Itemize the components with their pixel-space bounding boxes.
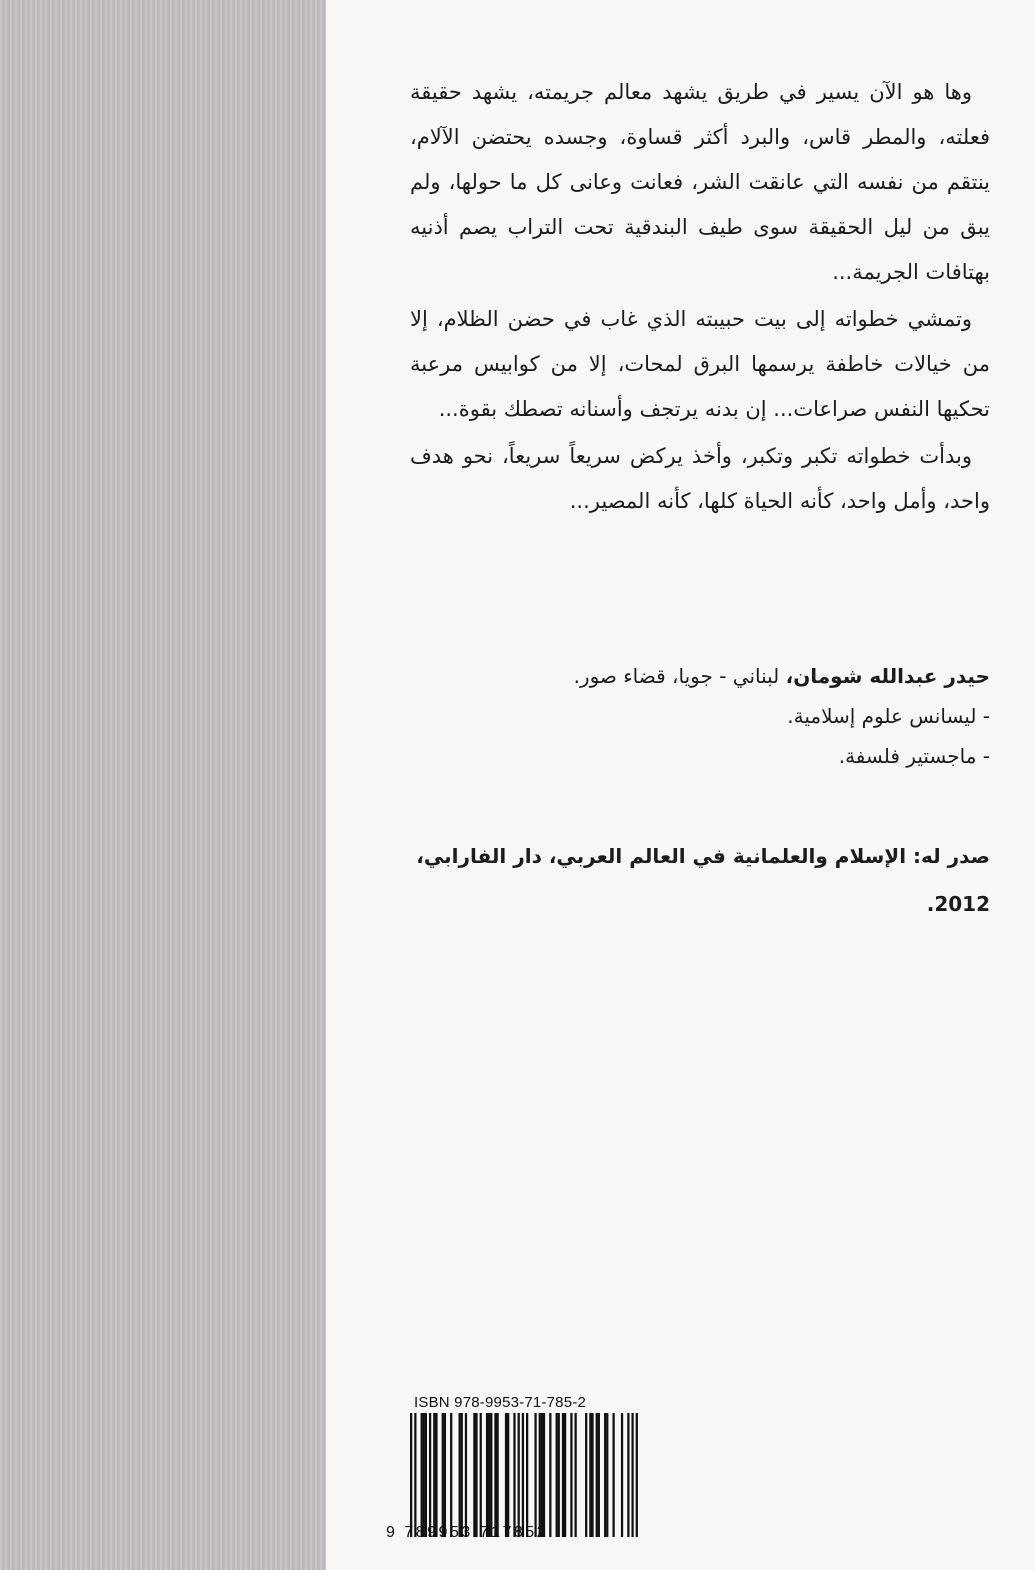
barcode-bar bbox=[526, 1413, 528, 1537]
author-bio bbox=[410, 656, 990, 776]
excerpt-text bbox=[410, 70, 990, 524]
excerpt-paragraph-3: وبدأت خطواته تكبر وتكبر، وأخذ يركض سريعاً سريعاً، نحو هدف واحد، وأمل واحد، كأنه الحياة كلها، كأنه المصير... bbox=[410, 444, 990, 513]
barcode-bar bbox=[513, 1413, 515, 1537]
barcode-bar bbox=[636, 1413, 638, 1537]
barcode-bar bbox=[534, 1413, 536, 1537]
barcode-bar bbox=[465, 1413, 467, 1537]
qualifications-list bbox=[410, 696, 990, 776]
barcode-bar bbox=[541, 1413, 543, 1537]
barcode-bar bbox=[488, 1413, 490, 1537]
excerpt-paragraph-2: وتمشي خطواته إلى بيت حبيبته الذي غاب في حضن الظلام، إلا من خيالات خاطفة يرسمها البرق لمحات، إلا من كوابيس مرعبة تحكيها النفس صراعات... إن بدنه يرتجف وأسنانه تصطك بقوة... bbox=[410, 307, 990, 421]
author-details: لبناني - جويا، قضاء صور. bbox=[573, 664, 786, 688]
barcode-bar bbox=[604, 1413, 606, 1537]
barcode-bar bbox=[494, 1413, 496, 1537]
barcode-bar bbox=[410, 1413, 412, 1537]
barcode-bar bbox=[429, 1413, 431, 1537]
barcode-bar bbox=[490, 1413, 492, 1537]
publication-note: صدر له: الإسلام والعلمانية في العالم العربي، دار الفارابي، 2012. bbox=[416, 844, 990, 916]
barcode-bar bbox=[575, 1413, 577, 1537]
barcode-bar bbox=[543, 1413, 545, 1537]
barcode-bar bbox=[612, 1413, 614, 1537]
barcode-bar bbox=[562, 1413, 564, 1537]
barcode-bar bbox=[461, 1413, 463, 1537]
barcode-bar bbox=[585, 1413, 587, 1537]
barcode-bar bbox=[473, 1413, 475, 1537]
barcode-bar bbox=[596, 1413, 598, 1537]
barcode-bar bbox=[435, 1413, 437, 1537]
qualification-item: - ليسانس علوم إسلامية. bbox=[787, 704, 990, 728]
barcode-bar bbox=[621, 1413, 623, 1537]
barcode-bar bbox=[549, 1413, 551, 1537]
barcode-bar bbox=[496, 1413, 498, 1537]
author-line bbox=[410, 656, 990, 696]
barcode-bar bbox=[450, 1413, 452, 1537]
barcode-bar bbox=[589, 1413, 591, 1537]
barcode-bar bbox=[459, 1413, 461, 1537]
barcode-bar bbox=[518, 1413, 520, 1537]
barcode-bar bbox=[631, 1413, 633, 1537]
qualification-item: - ماجستير فلسفة. bbox=[838, 744, 990, 768]
author-name: حيدر عبدالله شومان، bbox=[785, 664, 990, 688]
barcode-bar bbox=[444, 1413, 446, 1537]
barcode-bar bbox=[505, 1413, 507, 1537]
barcode-bar bbox=[486, 1413, 488, 1537]
barcode-bar bbox=[423, 1413, 425, 1537]
barcode-bar bbox=[414, 1413, 416, 1537]
barcode-image bbox=[410, 1413, 642, 1537]
barcode-bar bbox=[606, 1413, 608, 1537]
barcode-bar bbox=[558, 1413, 560, 1537]
barcode-bar bbox=[591, 1413, 593, 1537]
barcode-bar bbox=[480, 1413, 482, 1537]
barcode-bar bbox=[507, 1413, 509, 1537]
book-spine bbox=[0, 0, 327, 1570]
barcode-bar bbox=[564, 1413, 566, 1537]
barcode-bar bbox=[421, 1413, 423, 1537]
barcode-bar bbox=[475, 1413, 477, 1537]
barcode-digits: 9 789953 717852 bbox=[386, 1524, 549, 1541]
isbn-block bbox=[410, 1394, 650, 1537]
barcode-bar bbox=[598, 1413, 600, 1537]
barcode-bar bbox=[522, 1413, 524, 1537]
barcode-bar bbox=[570, 1413, 572, 1537]
barcode-bar bbox=[627, 1413, 629, 1537]
barcode-bar bbox=[442, 1413, 444, 1537]
barcode-bar bbox=[539, 1413, 541, 1537]
barcode-bar bbox=[556, 1413, 558, 1537]
isbn-label: ISBN 978-9953-71-785-2 bbox=[414, 1394, 587, 1411]
barcode-bar bbox=[433, 1413, 435, 1537]
barcode-bar bbox=[425, 1413, 427, 1537]
excerpt-paragraph-1: وها هو الآن يسير في طريق يشهد معالم جريمته، يشهد حقيقة فعلته، والمطر قاس، والبرد أكثر قساوة، وجسده يحتضن الآلام، ينتقم من نفسه التي عانقت الشر، فعانت وعانى كل ما حولها، ولم يبق من ليل الحقيقة سوى طيف البندقية تحت التراب يصم أذنيه بهتافات الجريمة... bbox=[410, 80, 990, 284]
